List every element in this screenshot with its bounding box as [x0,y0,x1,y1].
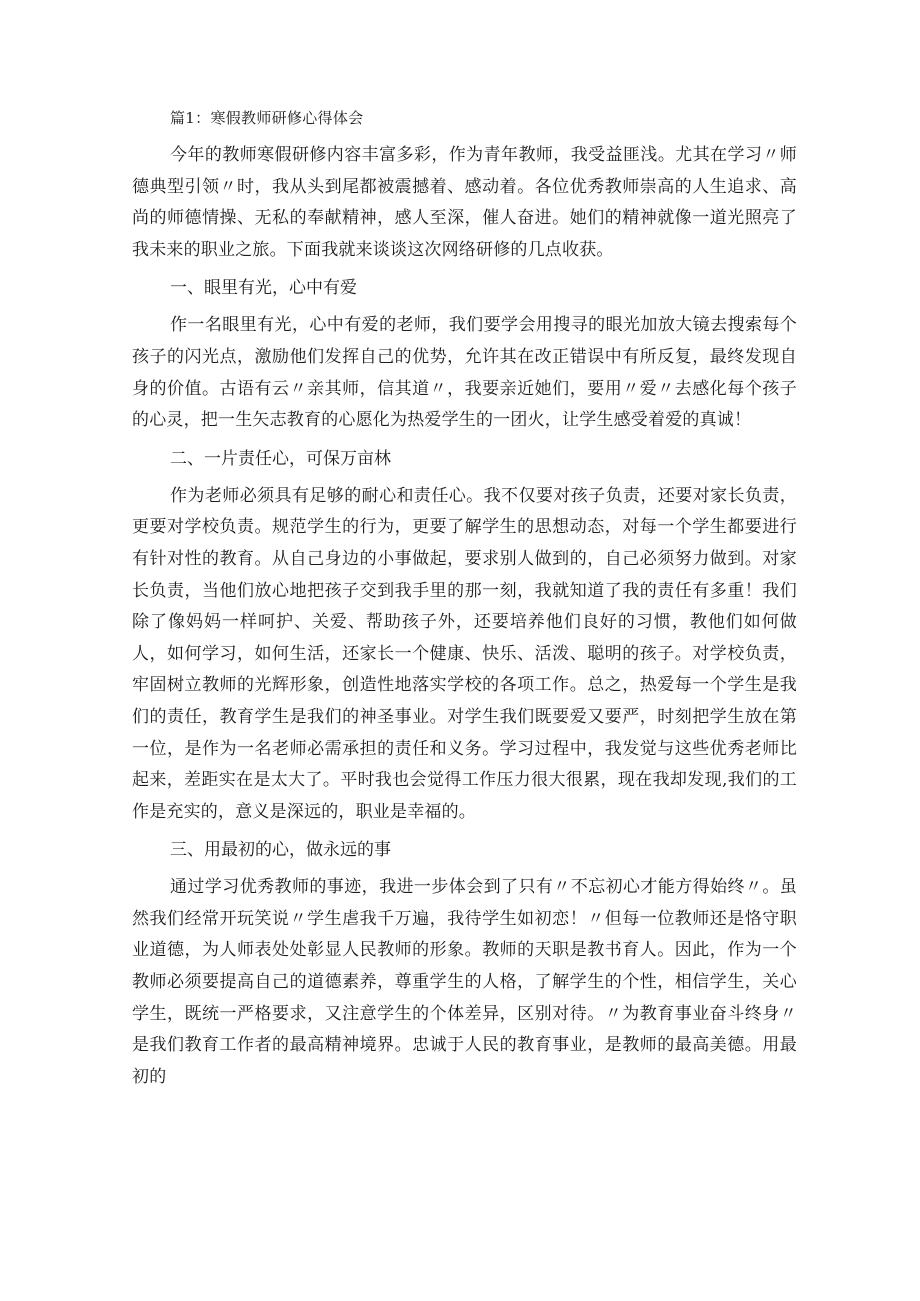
section-paragraph: 作为老师必须具有足够的耐心和责任心。我不仅要对孩子负责，还要对家长负责，更要对学校负责。规范学生的行为，更要了解学生的思想动态，对每一个学生都要进行有针对性的教育。从自己身边的小事做起，要求别人做到的，自己必须努力做到。对家长负责，当他们放心地把孩子交到我手里的那一刻，我就知道了我的责任有多重！我们除了像妈妈一样呵护、关爱、帮助孩子外，还要培养他们良好的习惯，教他们如何做人，如何学习，如何生活，还家长一个健康、快乐、活泼、聪明的孩子。对学校负责，牢固树立教师的光辉形象，创造性地落实学校的各项工作。总之，热爱每一个学生是我们的责任，教育学生是我们的神圣事业。对学生我们既要爱又要严，时刻把学生放在第一位，是作为一名老师必需承担的责任和义务。学习过程中，我发觉与这些优秀老师比起来，差距实在是太大了。平时我也会觉得工作压力很大很累，现在我却发现,我们的工作是充实的，意义是深远的，职业是幸福的。 [132,485,797,822]
section-heading: 二、一片责任心，可保万亩林 [170,448,391,469]
intro-block [132,140,797,266]
intro-paragraph: 今年的教师寒假研修内容丰富多彩，作为青年教师，我受益匪浅。尤其在学习〃师德典型引领〃时，我从头到尾都被震撼着、感动着。各位优秀教师崇高的人生追求、高尚的师德情操、无私的奉献精神，感人至深，催人奋进。她们的精神就像一道光照亮了我未来的职业之旅。下面我就来谈谈这次网络研修的几点收获。 [132,145,797,260]
section-3 [132,836,797,1093]
section-paragraph: 通过学习优秀教师的事迹，我进一步体会到了只有〃不忘初心才能方得始终〃。虽然我们经常开玩笑说〃学生虐我千万遍，我待学生如初恋！〃但每一位教师还是恪守职业道德，为人师表处处彰显人民教师的形象。教师的天职是教书育人。因此，作为一个教师必须要提高自己的道德素养，尊重学生的人格，了解学生的个性，相信学生，关心学生，既统一严格要求，又注意学生的个体差异，区别对待。〃为教育事业奋斗终身〃是我们教育工作者的最高精神境界。忠诚于人民的教育事业，是教师的最高美德。用最初的 [132,877,797,1087]
section-heading: 三、用最初的心，做永远的事 [170,840,391,861]
section-2 [132,445,797,829]
section-heading: 一、眼里有光，心中有爱 [170,278,357,299]
section-paragraph: 作一名眼里有光，心中有爱的老师，我们要学会用搜寻的眼光加放大镜去搜索每个孩子的闪光点，激励他们发挥自己的优势，允许其在改正错误中有所反复，最终发现自身的价值。古语有云〃亲其师，信其道〃，我要亲近她们，要用〃爱〃去感化每个孩子的心灵，把一生矢志教育的心愿化为热爱学生的一团火，让学生感受着爱的真诚！ [132,315,797,431]
document-title: 篇1：寒假教师研修心得体会 [170,109,364,127]
section-1 [132,274,797,436]
document-page [132,104,797,1101]
